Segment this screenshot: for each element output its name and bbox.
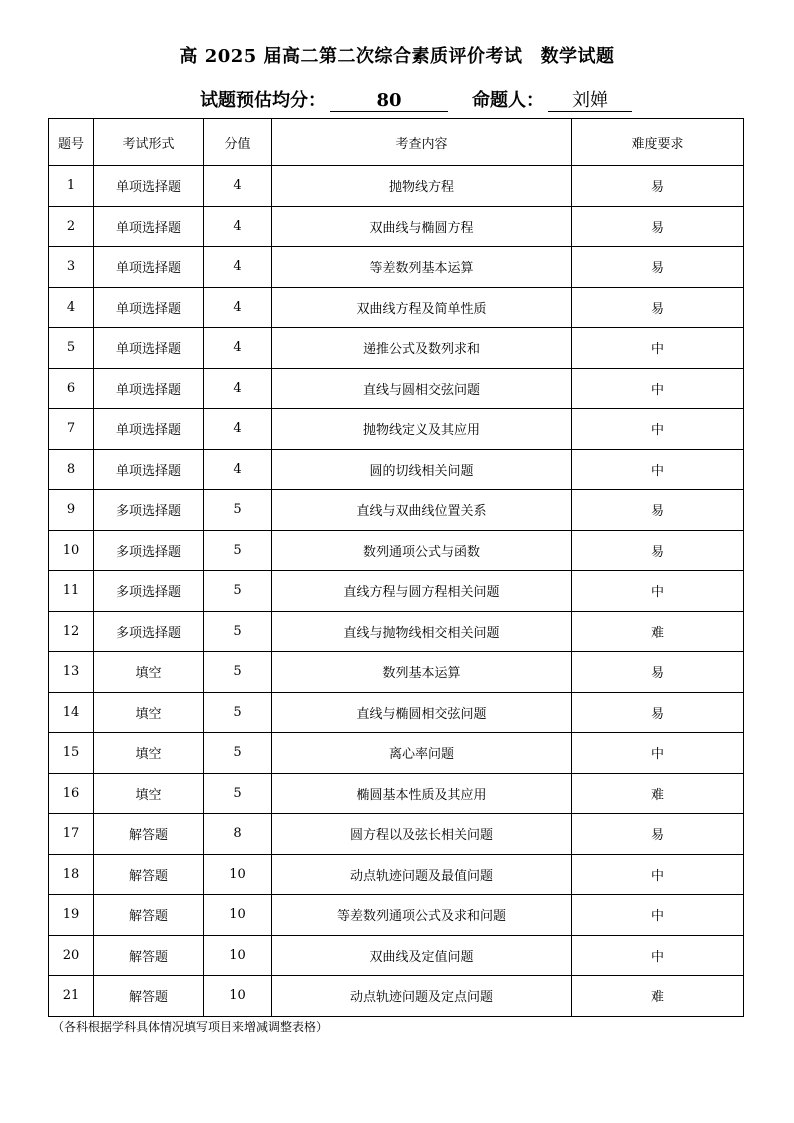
- cell-score: 5: [204, 530, 272, 571]
- cell-score: 10: [204, 895, 272, 936]
- table-row: [49, 854, 744, 895]
- cell-score: 5: [204, 611, 272, 652]
- cell-score: 5: [204, 692, 272, 733]
- cell-number: 20: [49, 935, 94, 976]
- table-row: [49, 611, 744, 652]
- cell-number: 19: [49, 895, 94, 936]
- cell-format: 单项选择题: [94, 449, 204, 490]
- cell-content: 离心率问题: [272, 733, 572, 774]
- cell-number: 3: [49, 247, 94, 288]
- cell-difficulty: 中: [572, 895, 744, 936]
- document-title: [0, 42, 794, 68]
- exam-table: [48, 118, 744, 1017]
- table-row: [49, 773, 744, 814]
- cell-format: 解答题: [94, 976, 204, 1017]
- score-label: 试题预估均分：: [200, 90, 326, 111]
- cell-difficulty: 易: [572, 287, 744, 328]
- cell-difficulty: 易: [572, 530, 744, 571]
- cell-difficulty: 易: [572, 652, 744, 693]
- cell-content: 等差数列基本运算: [272, 247, 572, 288]
- cell-number: 1: [49, 166, 94, 207]
- cell-number: 5: [49, 328, 94, 369]
- footer-note: （各科根据学科具体情况填写项目来增减调整表格）: [52, 1020, 329, 1034]
- cell-difficulty: 易: [572, 490, 744, 531]
- cell-content: 双曲线及定值问题: [272, 935, 572, 976]
- cell-score: 5: [204, 652, 272, 693]
- table-row: [49, 571, 744, 612]
- cell-content: 双曲线方程及简单性质: [272, 287, 572, 328]
- cell-score: 4: [204, 449, 272, 490]
- table-row: [49, 530, 744, 571]
- cell-difficulty: 中: [572, 449, 744, 490]
- cell-format: 单项选择题: [94, 287, 204, 328]
- cell-format: 单项选择题: [94, 247, 204, 288]
- cell-number: 14: [49, 692, 94, 733]
- table-row: [49, 328, 744, 369]
- cell-score: 5: [204, 733, 272, 774]
- cell-difficulty: 易: [572, 814, 744, 855]
- cell-difficulty: 易: [572, 166, 744, 207]
- cell-score: 5: [204, 773, 272, 814]
- table-row: [49, 976, 744, 1017]
- author-label: 命题人：: [472, 90, 544, 111]
- cell-content: 圆的切线相关问题: [272, 449, 572, 490]
- cell-number: 8: [49, 449, 94, 490]
- cell-content: 数列基本运算: [272, 652, 572, 693]
- table-row: [49, 449, 744, 490]
- cell-format: 填空: [94, 692, 204, 733]
- cell-score: 4: [204, 328, 272, 369]
- table-row: [49, 935, 744, 976]
- column-header-format: 考试形式: [94, 119, 204, 166]
- cell-content: 直线与椭圆相交弦问题: [272, 692, 572, 733]
- table-row: [49, 409, 744, 450]
- cell-format: 多项选择题: [94, 571, 204, 612]
- cell-format: 多项选择题: [94, 530, 204, 571]
- table-row: [49, 692, 744, 733]
- cell-content: 递推公式及数列求和: [272, 328, 572, 369]
- cell-difficulty: 难: [572, 611, 744, 652]
- subtitle-line: [200, 86, 632, 112]
- cell-score: 4: [204, 409, 272, 450]
- cell-format: 单项选择题: [94, 409, 204, 450]
- cell-difficulty: 中: [572, 571, 744, 612]
- table-row: [49, 814, 744, 855]
- cell-format: 单项选择题: [94, 206, 204, 247]
- cell-format: 单项选择题: [94, 368, 204, 409]
- cell-number: 13: [49, 652, 94, 693]
- cell-content: 直线与抛物线相交相关问题: [272, 611, 572, 652]
- cell-difficulty: 中: [572, 368, 744, 409]
- table-row: [49, 652, 744, 693]
- score-value: 80: [330, 91, 448, 112]
- table-body: [49, 166, 744, 1017]
- cell-number: 9: [49, 490, 94, 531]
- cell-number: 4: [49, 287, 94, 328]
- cell-score: 8: [204, 814, 272, 855]
- cell-number: 6: [49, 368, 94, 409]
- cell-difficulty: 中: [572, 935, 744, 976]
- cell-difficulty: 中: [572, 328, 744, 369]
- cell-score: 4: [204, 368, 272, 409]
- cell-content: 等差数列通项公式及求和问题: [272, 895, 572, 936]
- table-row: [49, 490, 744, 531]
- table-row: [49, 368, 744, 409]
- cell-content: 直线与双曲线位置关系: [272, 490, 572, 531]
- cell-format: 填空: [94, 773, 204, 814]
- cell-format: 填空: [94, 652, 204, 693]
- author-value: 刘婵: [548, 91, 632, 112]
- column-header-number: 题号: [49, 119, 94, 166]
- cell-format: 单项选择题: [94, 328, 204, 369]
- cell-format: 解答题: [94, 814, 204, 855]
- cell-score: 4: [204, 206, 272, 247]
- cell-content: 动点轨迹问题及定点问题: [272, 976, 572, 1017]
- cell-number: 21: [49, 976, 94, 1017]
- column-header-score: 分值: [204, 119, 272, 166]
- cell-difficulty: 中: [572, 409, 744, 450]
- cell-format: 解答题: [94, 935, 204, 976]
- cell-difficulty: 易: [572, 206, 744, 247]
- cell-format: 解答题: [94, 895, 204, 936]
- cell-difficulty: 难: [572, 773, 744, 814]
- cell-difficulty: 易: [572, 692, 744, 733]
- cell-difficulty: 中: [572, 733, 744, 774]
- cell-number: 12: [49, 611, 94, 652]
- cell-number: 2: [49, 206, 94, 247]
- column-header-difficulty: 难度要求: [572, 119, 744, 166]
- cell-number: 17: [49, 814, 94, 855]
- title-main: 高 2025 届高二第二次综合素质评价考试: [179, 46, 523, 67]
- cell-content: 直线与圆相交弦问题: [272, 368, 572, 409]
- cell-content: 抛物线方程: [272, 166, 572, 207]
- cell-format: 填空: [94, 733, 204, 774]
- cell-content: 直线方程与圆方程相关问题: [272, 571, 572, 612]
- cell-score: 10: [204, 935, 272, 976]
- title-subject: 数学试题: [540, 46, 615, 67]
- cell-content: 数列通项公式与函数: [272, 530, 572, 571]
- cell-difficulty: 中: [572, 854, 744, 895]
- cell-format: 多项选择题: [94, 490, 204, 531]
- cell-score: 4: [204, 247, 272, 288]
- cell-score: 5: [204, 490, 272, 531]
- cell-number: 10: [49, 530, 94, 571]
- cell-content: 圆方程以及弦长相关问题: [272, 814, 572, 855]
- table-header-row: [49, 119, 744, 166]
- cell-number: 7: [49, 409, 94, 450]
- cell-content: 椭圆基本性质及其应用: [272, 773, 572, 814]
- cell-number: 16: [49, 773, 94, 814]
- cell-format: 解答题: [94, 854, 204, 895]
- table-row: [49, 895, 744, 936]
- cell-number: 15: [49, 733, 94, 774]
- cell-score: 4: [204, 166, 272, 207]
- cell-score: 4: [204, 287, 272, 328]
- cell-difficulty: 难: [572, 976, 744, 1017]
- table-row: [49, 166, 744, 207]
- table-row: [49, 287, 744, 328]
- cell-score: 10: [204, 854, 272, 895]
- cell-number: 18: [49, 854, 94, 895]
- table-row: [49, 733, 744, 774]
- cell-score: 5: [204, 571, 272, 612]
- table-row: [49, 247, 744, 288]
- cell-format: 多项选择题: [94, 611, 204, 652]
- column-header-content: 考查内容: [272, 119, 572, 166]
- table-row: [49, 206, 744, 247]
- cell-content: 双曲线与椭圆方程: [272, 206, 572, 247]
- cell-content: 抛物线定义及其应用: [272, 409, 572, 450]
- cell-difficulty: 易: [572, 247, 744, 288]
- cell-score: 10: [204, 976, 272, 1017]
- cell-number: 11: [49, 571, 94, 612]
- cell-format: 单项选择题: [94, 166, 204, 207]
- cell-content: 动点轨迹问题及最值问题: [272, 854, 572, 895]
